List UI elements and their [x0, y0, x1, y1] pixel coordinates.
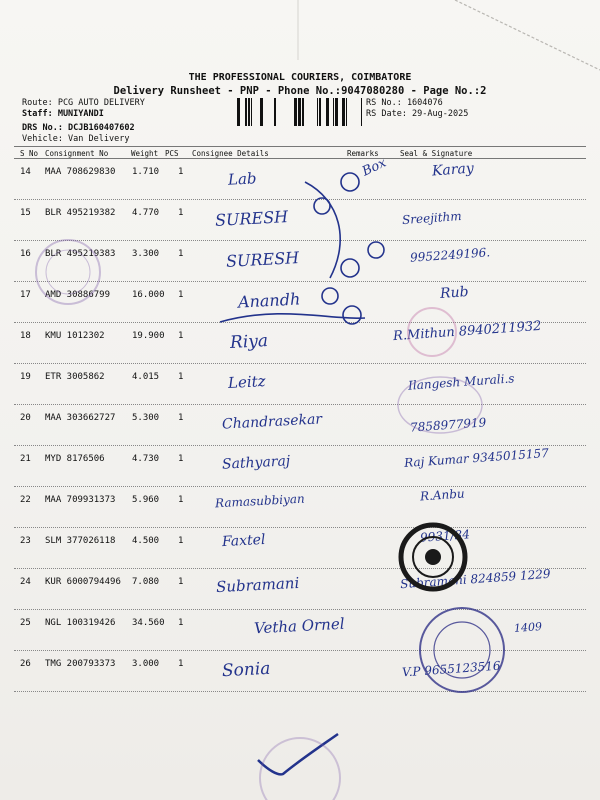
pieces-count: 1 — [178, 249, 184, 259]
col-weight: Weight — [131, 149, 159, 158]
consignee-handwriting: Sonia — [221, 658, 271, 682]
company-name: THE PROFESSIONAL COURIERS, COIMBATORE — [188, 72, 412, 83]
serial-number: 17 — [20, 290, 31, 300]
tick-mark — [258, 734, 338, 774]
remark-handwriting: Box — [359, 155, 389, 180]
consignee-handwriting: Lab — [227, 169, 257, 189]
pieces-count: 1 — [178, 495, 184, 505]
weight-value: 5.960 — [132, 495, 160, 505]
faint-stamp-top-right — [408, 308, 456, 356]
signature-handwriting: 1409 — [513, 620, 543, 635]
signature-handwriting: 9952249196. — [409, 245, 491, 265]
consignment-number: MYD 8176506 — [45, 454, 105, 464]
drs-number: DRS No.: DCJB160407602 — [22, 123, 135, 133]
pieces-count: 1 — [178, 536, 184, 546]
consignment-number: ETR 3005862 — [45, 372, 105, 382]
col-sno: S No — [20, 149, 39, 158]
vehicle-label: Vehicle: Van Delivery — [22, 134, 130, 144]
consignment-number: BLR 495219383 — [45, 249, 116, 259]
serial-number: 14 — [20, 167, 31, 177]
signature-handwriting: R.Mithun 8940211932 — [392, 318, 542, 345]
company-seal-black — [401, 525, 465, 589]
serial-number: 18 — [20, 331, 31, 341]
consignment-number: TMG 200793373 — [45, 659, 116, 669]
consignment-number: SLM 377026118 — [45, 536, 116, 546]
consignee-handwriting: Subramani — [215, 573, 300, 597]
consignee-handwriting: Riya — [229, 331, 269, 353]
weight-value: 4.500 — [132, 536, 160, 546]
col-seal-signature: Seal & Signature — [400, 149, 473, 158]
weight-value: 5.300 — [132, 413, 160, 423]
serial-number: 23 — [20, 536, 31, 546]
pieces-count: 1 — [178, 413, 184, 423]
signature-handwriting: Raj Kumar 9345015157 — [403, 445, 550, 471]
runsheet-title: Delivery Runsheet - PNP - Phone No.:9047080280 - Page No.:2 — [113, 85, 487, 97]
signature-handwriting: 9931/34 — [419, 527, 471, 545]
weight-value: 3.000 — [132, 659, 160, 669]
consignment-number: MAA 303662727 — [45, 413, 116, 423]
staff-label: Staff: MUNIYANDI — [22, 109, 104, 119]
pieces-count: 1 — [178, 577, 184, 587]
consignee-handwriting: Faxtel — [221, 531, 266, 551]
signature-handwriting: R.Anbu — [419, 486, 466, 504]
weight-value: 16.000 — [132, 290, 165, 300]
weight-value: 7.080 — [132, 577, 160, 587]
serial-number: 15 — [20, 208, 31, 218]
pieces-count: 1 — [178, 659, 184, 669]
serial-number: 24 — [20, 577, 31, 587]
col-pcs: PCS — [165, 149, 179, 158]
serial-number: 22 — [20, 495, 31, 505]
consignee-handwriting: Sathyaraj — [221, 453, 291, 473]
serial-number: 25 — [20, 618, 31, 628]
consignee-handwriting: Anandh — [237, 289, 301, 312]
consignee-handwriting: SURESH — [214, 207, 289, 230]
faint-stamp-left — [36, 240, 100, 304]
weight-value: 4.015 — [132, 372, 160, 382]
consignee-handwriting: Leitz — [227, 372, 267, 392]
signature-handwriting: Subramani 824859 1229 — [399, 566, 551, 592]
faint-stamp-row19 — [398, 377, 482, 433]
serial-number: 26 — [20, 659, 31, 669]
pieces-count: 1 — [178, 618, 184, 628]
pieces-count: 1 — [178, 331, 184, 341]
consignee-handwriting: SURESH — [225, 248, 300, 271]
pieces-count: 1 — [178, 290, 184, 300]
weight-value: 4.730 — [132, 454, 160, 464]
weight-value: 34.560 — [132, 618, 165, 628]
consignment-number: MAA 708629830 — [45, 167, 116, 177]
pieces-count: 1 — [178, 372, 184, 382]
consignment-number: BLR 495219382 — [45, 208, 116, 218]
pieces-count: 1 — [178, 167, 184, 177]
signature-handwriting: Ilangesh Murali.s — [407, 371, 515, 393]
consignment-number: KMU 1012302 — [45, 331, 105, 341]
consignment-number: NGL 100319426 — [45, 618, 116, 628]
serial-number: 16 — [20, 249, 31, 259]
col-consignment: Consignment No — [45, 149, 109, 158]
col-remarks: Remarks — [347, 149, 379, 158]
consignment-number: AMD 30886799 — [45, 290, 111, 300]
consignment-number: KUR 6000794496 — [45, 577, 121, 587]
serial-number: 20 — [20, 413, 31, 423]
signature-handwriting: Karay — [431, 160, 475, 180]
consignee-handwriting: Vetha Ornel — [253, 614, 345, 638]
consignee-handwriting: Chandrasekar — [221, 411, 323, 433]
consignment-number: MAA 709931373 — [45, 495, 116, 505]
weight-value: 3.300 — [132, 249, 160, 259]
faint-stamp-bottom — [260, 738, 340, 800]
signature-handwriting: V.P 9655123516 — [401, 658, 501, 680]
company-seal-purple — [420, 608, 504, 692]
rs-date: RS Date: 29-Aug-2025 — [366, 109, 469, 119]
weight-value: 4.770 — [132, 208, 160, 218]
rs-number: RS No.: 1604076 — [366, 98, 443, 108]
remark-markers — [220, 173, 384, 324]
serial-number: 21 — [20, 454, 31, 464]
pieces-count: 1 — [178, 208, 184, 218]
pieces-count: 1 — [178, 454, 184, 464]
signature-handwriting: Sreejithm — [401, 208, 463, 228]
col-consignee: Consignee Details — [192, 149, 269, 158]
weight-value: 1.710 — [132, 167, 160, 177]
consignee-handwriting: Ramasubbiyan — [214, 491, 306, 511]
route-label: Route: PCG AUTO DELIVERY — [22, 98, 145, 108]
weight-value: 19.900 — [132, 331, 165, 341]
signature-handwriting: Rub — [439, 284, 470, 302]
signature-handwriting: 7858977919 — [409, 415, 487, 435]
serial-number: 19 — [20, 372, 31, 382]
